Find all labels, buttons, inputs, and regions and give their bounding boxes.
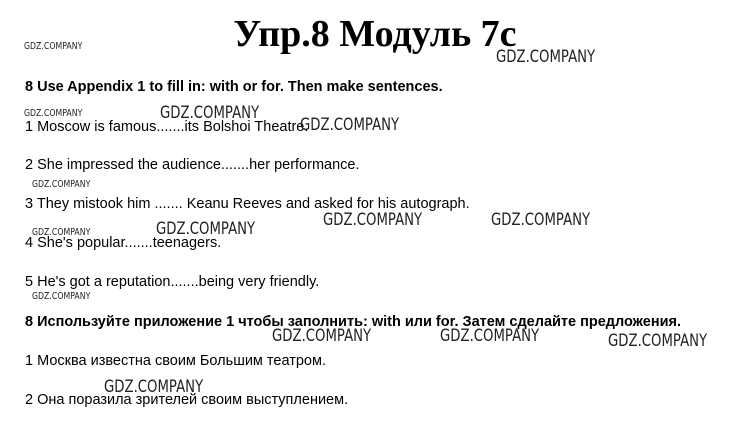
- watermark: GDZ.COMPANY: [608, 331, 708, 351]
- sentence-en-3: 3 They mistook him ....... Keanu Reeves and asked for his autograph.: [25, 196, 470, 212]
- watermark: GDZ.COMPANY: [156, 219, 256, 239]
- instruction-ru: 8 Используйте приложение 1 чтобы заполнить: with или for. Затем сделайте предложения.: [25, 314, 681, 330]
- watermark: GDZ.COMPANY: [24, 41, 83, 52]
- watermark: GDZ.COMPANY: [496, 47, 596, 67]
- sentence-en-4: 4 She's popular.......teenagers.: [25, 235, 222, 251]
- sentence-en-1: 1 Moscow is famous.......its Bolshoi Theatre.: [25, 119, 309, 135]
- watermark: GDZ.COMPANY: [24, 108, 83, 119]
- watermark: GDZ.COMPANY: [160, 103, 260, 123]
- watermark: GDZ.COMPANY: [440, 326, 540, 346]
- watermark: GDZ.COMPANY: [32, 291, 91, 302]
- sentence-ru-1: 1 Москва известна своим Большим театром.: [25, 353, 326, 369]
- watermark: GDZ.COMPANY: [32, 179, 91, 190]
- instruction-en: 8 Use Appendix 1 to fill in: with or for. Then make sentences.: [25, 79, 443, 95]
- sentence-en-5: 5 He's got a reputation.......being very friendly.: [25, 274, 320, 290]
- sentence-en-2: 2 She impressed the audience.......her performance.: [25, 157, 360, 173]
- sentence-ru-2: 2 Она поразила зрителей своим выступлением.: [25, 392, 349, 408]
- watermark: GDZ.COMPANY: [300, 115, 400, 135]
- watermark: GDZ.COMPANY: [104, 377, 204, 397]
- watermark: GDZ.COMPANY: [491, 210, 591, 230]
- watermark: GDZ.COMPANY: [323, 210, 423, 230]
- watermark: GDZ.COMPANY: [32, 227, 91, 238]
- watermark: GDZ.COMPANY: [272, 326, 372, 346]
- page-title: Упр.8 Модуль 7с: [233, 13, 517, 55]
